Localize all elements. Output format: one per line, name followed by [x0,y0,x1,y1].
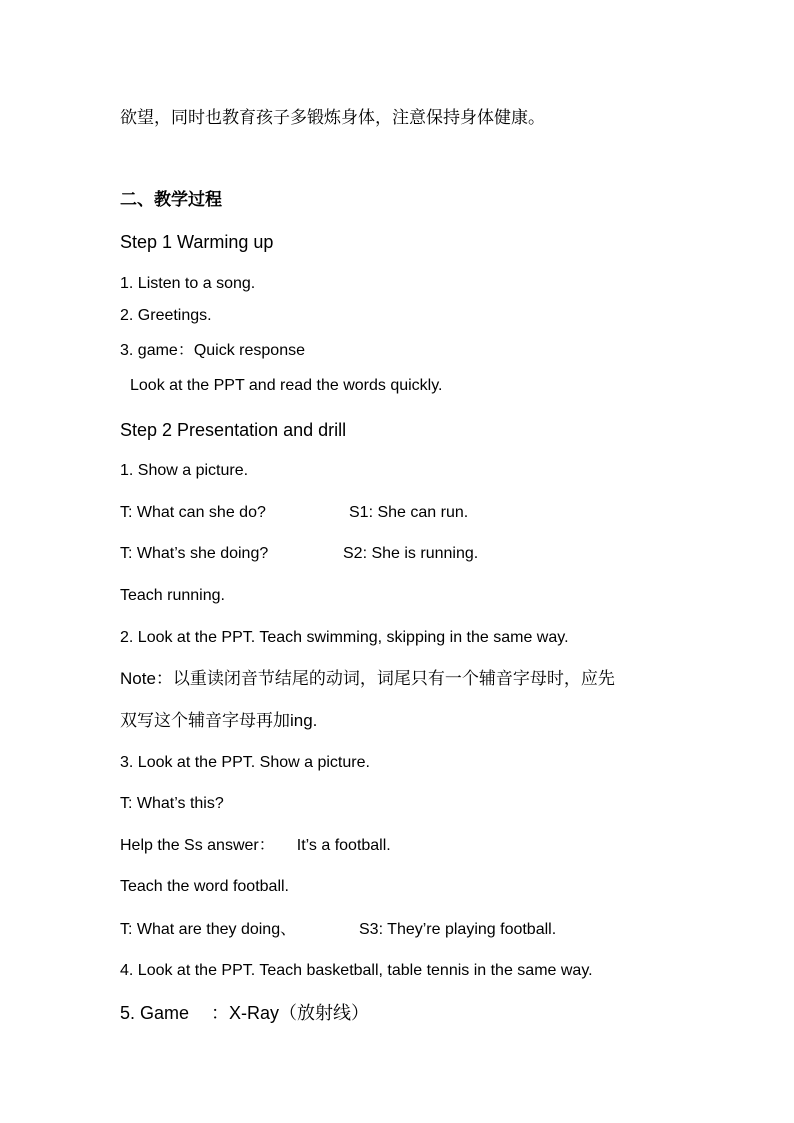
game-name: Quick response [193,342,305,359]
dialog-2-student: S2: She is running. [343,545,479,562]
game5-name: ：X-Ray（放射线） [211,1003,370,1023]
step1-title: Step 1 Warming up [120,232,274,252]
dialog-2-teacher: T: What’s she doing? [120,545,269,562]
note-line-1: Note：以重读闭音节结尾的动词，词尾只有一个辅音字母时，应先 [120,669,615,688]
step1-game-line [120,341,305,361]
step2-item-2: 2. Look at the PPT. Teach swimming, skipping in the same way. [120,629,569,646]
teach-running: Teach running. [120,587,225,604]
teach-football: Teach the word football. [120,878,289,895]
game5-label: 5. Game [120,1003,190,1023]
step1-item-1: 1. Listen to a song. [120,275,256,292]
dialog-1-teacher: T: What can she do? [120,504,266,521]
game-description: Look at the PPT and read the words quickly. [130,377,443,394]
step2-item-3: 3. Look at the PPT. Show a picture. [120,754,370,771]
question-line: T: What’s this? [120,795,224,812]
game-label: 3. game： [120,342,194,359]
game5-line [120,1003,369,1023]
dialog-1-student: S1: She can run. [349,504,469,521]
step2-title: Step 2 Presentation and drill [120,420,347,440]
note-line-2: 双写这个辅音字母再加ing. [120,711,318,730]
step1-item-2: 2. Greetings. [120,307,212,324]
help-answer: It’s a football. [296,837,391,854]
section-title: 二、教学过程 [120,190,222,209]
help-label: Help the Ss answer： [120,837,275,854]
help-line [120,836,391,856]
dialog-3-student: S3: They’re playing football. [359,921,557,938]
step2-item-4: 4. Look at the PPT. Teach basketball, table tennis in the same way. [120,962,593,979]
step2-item-1: 1. Show a picture. [120,462,249,479]
intro-line: 欲望，同时也教育孩子多锻炼身体，注意保持身体健康。 [120,108,545,127]
dialog-3-teacher: T: What are they doing、 [120,921,297,938]
